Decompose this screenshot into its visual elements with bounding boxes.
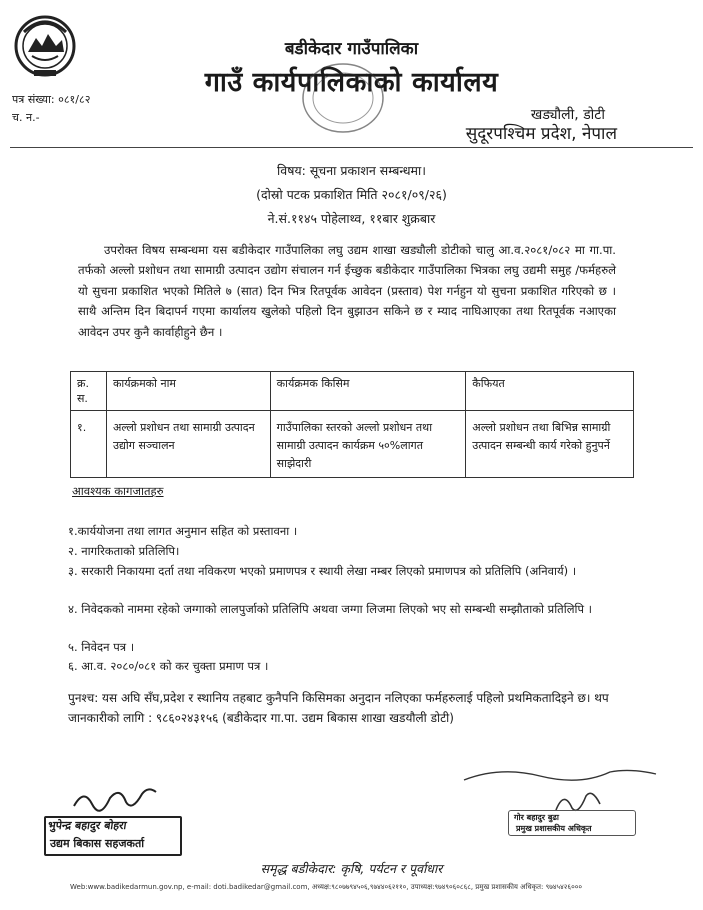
table-cell: अल्लो प्रशोधन तथा बिभिन्न सामाग्री उत्पादन सम्बन्धी कार्य गरेको हुनुपर्ने (466, 411, 634, 478)
document-item: ६. आ.व. २०८०/०८१ को कर चुक्ता प्रमाण पत्र । (68, 659, 269, 673)
table-header-cell: कार्यक्रमको नाम (106, 372, 270, 411)
signatory-title-left: उद्यम बिकास सहजकर्ता (50, 837, 145, 850)
documents-title: आवश्यक कागजातहरु (72, 484, 164, 498)
footer-contact: Web:www.badikedarmun.gov.np, e-mail: doti.badikedar@gmail.com, अध्यक्ष:९८०७७९४५०६,९७४४०६२११०, उपाध्यक्ष:९७४९०६०८६८, प्रमुख प्रशासकीय अधिकृत: ९७४५४२६००० (70, 883, 582, 891)
signatory-name-right: गोर बहादुर बुढा (514, 813, 559, 822)
table-row (71, 411, 634, 478)
nepal-sambat-date: ने.सं.११४५ पोहेलाथ्व, ११बार शुक्रबार (267, 211, 436, 226)
municipality-name: बडीकेदार गाउँपालिका (284, 39, 419, 59)
table-cell: १. (71, 411, 107, 478)
office-stamp (300, 60, 386, 136)
signatory-name-left: भुपेन्द्र बहादुर बोहरा (47, 819, 128, 832)
signatory-title-right: प्रमुख प्रशासकीय अधिकृत (516, 824, 592, 833)
document-item: ५. निवेदन पत्र । (68, 640, 135, 654)
table-header-cell: क्र. स. (71, 372, 107, 411)
notice-body: उपरोक्त विषय सम्बन्धमा यस बडीकेदार गाउँपालिका लघु उद्यम शाखा खड्यौली डोटीको चालु आ.व.२०८१/०८२ मा गा.पा. तर्फको अल्लो प्रशोधन तथा सामाग्री उत्पादन उद्योग संचालन गर्न ईच्छुक बडीकेदार गाउँपालिका भित्रका लघु उद्यमी समुह /फर्महरुले यो सुचना प्रकाशित भएको मितिले ७ (सात) दिन भित्र रितपूर्वक आवेदन (प्रस्ताव) पेश गर्नहुन यो सुचना प्रकाशित गरिएको छ । साथै अन्तिम दिन बिदापर्न गएमा कार्यालय खुलेको पहिलो दिन बुझाउन सकिने छ र म्याद नाघिआएका तथा रितपूर्वक नआएका आवेदन उपर कुनै कार्वाहीहुने छैन । (78, 243, 616, 339)
dispatch-number: च. न.- (12, 111, 40, 124)
document-item: ४. निवेदकको नाममा रहेको जग्गाको लालपुर्जाको प्रतिलिपि अथवा जग्गा लिजमा लिएको भए सो सम्बन्धी सम्झौताको प्रतिलिपि । (68, 602, 593, 616)
address-line-2: सुदूरपश्चिम प्रदेश, नेपाल (465, 124, 617, 144)
postscript-note: पुनश्च: यस अघि सँघ,प्रदेश र स्थानिय तहबाट कुनैपनि किसिमका अनुदान नलिएका फर्महरुलाई पहिलो प्रथमिकतादिइने छ। थप जानकारीको लागि : ९८६०२४३१५६ (बडीकेदार गा.पा. उद्यम बिकास शाखा खडयौली डोटी) (68, 691, 609, 725)
publication-date: (दोस्रो पटक प्रकाशित मिति २०८१/०९/२६) (256, 187, 447, 202)
program-table (70, 371, 634, 478)
table-header-cell: कार्यक्रमक किसिम (270, 372, 466, 411)
address-line-1: खड्यौली, डोटी (530, 107, 605, 123)
table-header-row (71, 372, 634, 411)
header-divider (10, 147, 693, 148)
table-cell: गाउँपालिका स्तरको अल्लो प्रशोधन तथा सामाग्री उत्पादन कार्यक्रम ५०%लागत साझेदारी (270, 411, 466, 478)
document-item: १.कार्ययोजना तथा लागत अनुमान सहित को प्रस्तावना । (68, 524, 298, 538)
subject-line: विषय: सूचना प्रकाशन सम्बन्धमा। (277, 163, 426, 178)
office-name: गाउँ कार्यपालिकाको कार्यालय (204, 67, 499, 98)
document-item: ३. सरकारी निकायमा दर्ता तथा नविकरण भएको प्रमाणपत्र र स्थायी लेखा नम्बर लिएको प्रमाणपत्र को प्रतिलिपि (अनिवार्य) । (68, 564, 577, 578)
table-header-cell: कैफियत (466, 372, 634, 411)
letter-number: पत्र संख्या: ०८१/८२ (12, 93, 91, 106)
handwritten-signature-left (70, 782, 160, 816)
document-item: २. नागरिकताको प्रतिलिपि। (68, 544, 180, 558)
motto: समृद्ध बडीकेदार: कृषि, पर्यटन र पूर्वाधार (260, 861, 443, 876)
table-cell: अल्लो प्रशोधन तथा सामाग्री उत्पादन उद्योग सञ्चालन (106, 411, 270, 478)
